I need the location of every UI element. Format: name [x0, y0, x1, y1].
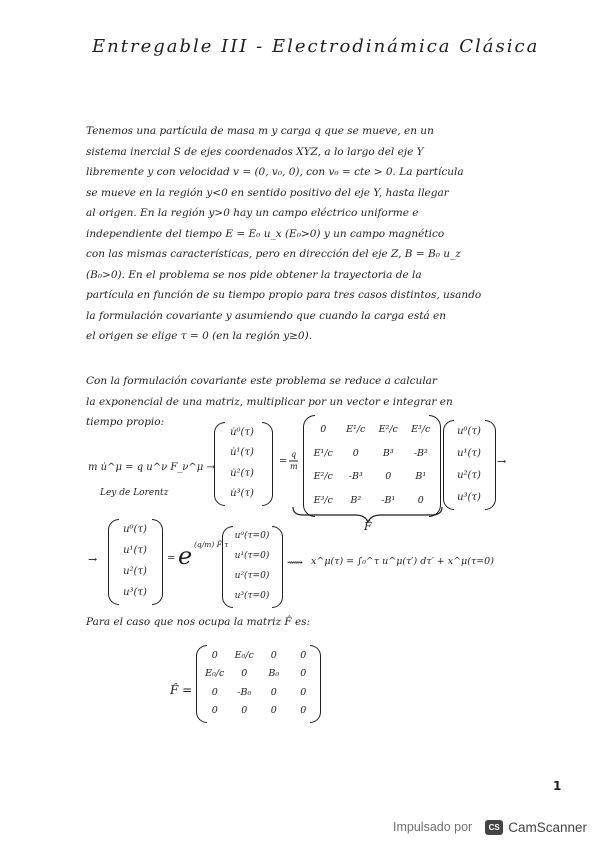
initial-velocity-vector [225, 526, 279, 606]
matrix-cell: 0 [417, 494, 424, 506]
right-paren [152, 519, 163, 605]
matrix-cell: E²/c [313, 471, 333, 483]
matrix-cell: B₀ [268, 668, 280, 680]
exponential-base: e [178, 542, 193, 570]
matrix-cell: E²/c [378, 424, 398, 436]
right-paren [310, 645, 321, 723]
field-matrix-label: F̂ [364, 520, 372, 533]
matrix-cell: -B² [413, 447, 428, 459]
statement-line: se mueve en la región y<0 en sentido positivo del eje Y, hasta llegar [86, 186, 449, 199]
statement-line: al origen. En la región y>0 hay un campo eléctrico uniforme e [86, 207, 419, 219]
matrix-cell: 0 [300, 649, 307, 661]
method-line: Con la formulación covariante este problema se reduce a calcular [86, 375, 437, 387]
charge-numerator: q [291, 450, 297, 459]
matrix-cell: -B³ [348, 471, 363, 483]
vector-entry: u¹(τ=0) [234, 551, 270, 561]
matrix-cell: B¹ [415, 471, 427, 483]
matrix-cell: E³/c [313, 494, 333, 506]
vector-entry: u⁰(τ) [457, 425, 481, 437]
right-paren [272, 526, 283, 608]
vector-entry: u̇⁰(τ) [230, 426, 254, 438]
matrix-cell: B³ [382, 447, 394, 459]
equals-sign: = [167, 553, 176, 564]
vector-entry: u⁰(τ) [123, 524, 147, 535]
matrix-cell: E¹/c [313, 447, 333, 459]
squiggle-arrow: ⟿ [287, 556, 303, 569]
matrix-cell: 0 [270, 686, 277, 698]
lorentz-equation: m u̇^μ = q u^ν F_ν^μ → [88, 462, 215, 473]
statement-line: (B₀>0). En el problema se nos pide obtener la trayectoria de la [86, 268, 422, 281]
implies-arrow: → [88, 553, 98, 566]
statement-line: Tenemos una partícula de masa m y carga q que se mueve, en un [86, 125, 434, 137]
matrix-cell: 0 [211, 649, 218, 661]
matrix-cell: 0 [211, 705, 218, 717]
camscanner-brand: CamScanner [508, 819, 588, 835]
vector-entry: u̇²(τ) [230, 467, 254, 479]
camscanner-logo-icon: CS [485, 820, 503, 835]
matrix-cell: 0 [241, 705, 248, 717]
statement-line: el origen se elige τ = 0 (en la región y≥0). [86, 330, 313, 342]
lorentz-law-label: Ley de Lorentz [100, 488, 169, 498]
vector-entry: u²(τ=0) [234, 571, 270, 581]
vector-entry: u²(τ) [457, 469, 481, 481]
matrix-intro: Para el caso que nos ocupa la matriz F̂ es: [86, 616, 311, 628]
position-integral: x^μ(τ) = ∫₀^τ u^μ(τ′) dτ′ + x^μ(τ=0) [311, 556, 494, 567]
statement-line: con las mismas características, pero en dirección del eje Z, B = B₀ u_z [86, 248, 461, 260]
statement-line: sistema inercial S de ejes coordenados XYZ, a lo largo del eje Y [86, 145, 424, 158]
vector-entry: u²(τ) [123, 566, 147, 577]
matrix-cell: E₀/c [205, 668, 225, 680]
scanner-watermark [393, 817, 587, 837]
vector-entry: u̇³(τ) [230, 488, 254, 500]
matrix-cell: B² [350, 494, 362, 506]
matrix-cell: 0 [385, 471, 392, 483]
matrix-cell: 0 [241, 668, 248, 680]
matrix-cell: 0 [270, 705, 277, 717]
page-number: 1 [553, 779, 562, 793]
implies-arrow: → [497, 455, 507, 468]
matrix-cell: -B¹ [381, 494, 396, 506]
matrix-cell: E³/c [411, 424, 431, 436]
vector-entry: u¹(τ) [123, 545, 147, 556]
matrix-cell: 0 [300, 705, 307, 717]
vector-entry: u³(τ) [457, 491, 481, 503]
method-line: tiempo propio: [86, 416, 165, 428]
matrix-cell: 0 [211, 686, 218, 698]
vector-entry: u¹(τ) [457, 447, 481, 459]
exponent: (q/m) F̂ τ [194, 540, 229, 549]
vector-entry: u³(τ) [123, 587, 147, 598]
matrix-cell: -B₀ [237, 686, 252, 698]
method-line: la exponencial de una matriz, multiplicar por un vector e integrar en [86, 395, 453, 408]
matrix-cell: E¹/c [346, 424, 366, 436]
matrix-cell: E₀/c [234, 649, 254, 661]
matrix-cell: 0 [320, 424, 327, 436]
equals-sign: = [279, 456, 288, 467]
matrix-cell: 0 [300, 668, 307, 680]
watermark-text: Impulsado por [393, 820, 473, 834]
statement-line: la formulación covariante y asumiendo que cuando la carga está en [86, 309, 447, 322]
vector-entry: u⁰(τ=0) [234, 531, 270, 541]
vector-entry: u³(τ=0) [234, 591, 270, 601]
f-hat-matrix [200, 646, 318, 720]
statement-line: partícula en función de su tiempo propio para tres casos distintos, usando [86, 289, 482, 301]
statement-line: independiente del tiempo E = E₀ u_x (E₀>0) y un campo magnético [86, 227, 445, 240]
matrix-cell: 0 [300, 686, 307, 698]
statement-line: libremente y con velocidad v = (0, v₀, 0), con v₀ = cte > 0. La partícula [86, 166, 464, 178]
f-hat-label: F̂ = [170, 683, 193, 697]
page-title: Entregable III - Electrodinámica Clásica [92, 36, 540, 57]
matrix-cell: 0 [352, 447, 359, 459]
vector-entry: u̇¹(τ) [230, 447, 254, 459]
mass-denominator: m [290, 462, 298, 471]
matrix-cell: 0 [270, 649, 277, 661]
